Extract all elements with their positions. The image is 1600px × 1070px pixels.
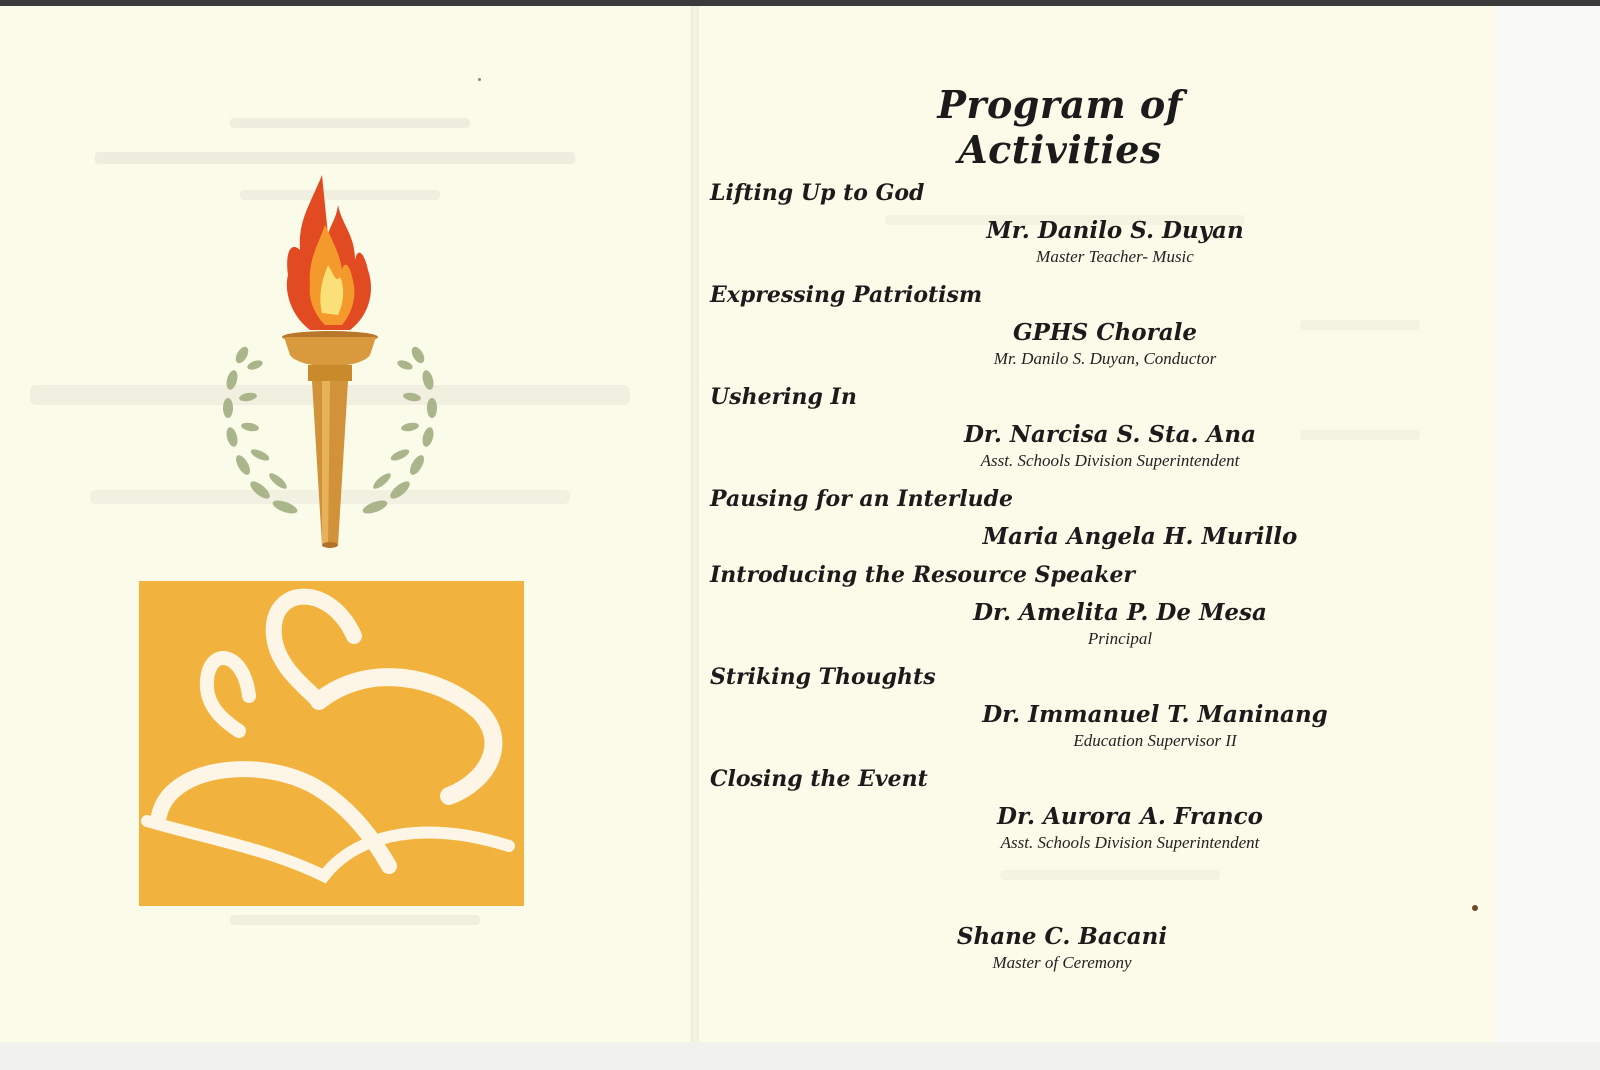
activity-person bbox=[900, 420, 1320, 472]
emcee bbox=[852, 922, 1272, 974]
activity-person bbox=[945, 700, 1365, 752]
person-name: Dr. Narcisa S. Sta. Ana bbox=[963, 421, 1257, 448]
person-name: Dr. Immanuel T. Maninang bbox=[982, 701, 1328, 728]
activity-title: Expressing Patriotism bbox=[710, 282, 983, 308]
scan-right-margin bbox=[1495, 6, 1600, 1070]
activity-person bbox=[905, 216, 1325, 268]
person-role: Education Supervisor II bbox=[1073, 731, 1237, 750]
person-role: Principal bbox=[1087, 629, 1153, 648]
activity-title: Lifting Up to God bbox=[710, 180, 925, 206]
activity-person bbox=[910, 598, 1330, 650]
person-role: Mr. Danilo S. Duyan, Conductor bbox=[993, 349, 1217, 368]
person-name: GPHS Chorale bbox=[1012, 319, 1198, 346]
emcee-role: Master of Ceremony bbox=[992, 953, 1132, 972]
activity-person bbox=[930, 522, 1350, 552]
person-name: Maria Angela H. Murillo bbox=[982, 523, 1298, 550]
activity-title: Ushering In bbox=[710, 384, 857, 410]
page-fold bbox=[691, 6, 699, 1042]
person-name: Mr. Danilo S. Duyan bbox=[986, 217, 1244, 244]
scan-bottom-edge bbox=[0, 1042, 1600, 1070]
family-book-logo bbox=[139, 581, 524, 906]
program-title: Program of Activities bbox=[937, 82, 1183, 172]
person-name: Dr. Aurora A. Franco bbox=[997, 803, 1263, 830]
activity-person bbox=[920, 802, 1340, 854]
person-name: Dr. Amelita P. De Mesa bbox=[973, 599, 1267, 626]
activity-title: Introducing the Resource Speaker bbox=[710, 562, 1136, 588]
torch-emblem bbox=[210, 165, 450, 560]
person-role: Master Teacher- Music bbox=[1036, 247, 1194, 266]
activity-title: Pausing for an Interlude bbox=[710, 486, 1014, 512]
torch-icon bbox=[282, 175, 378, 548]
paper-speck bbox=[1472, 905, 1478, 911]
emcee-name: Shane C. Bacani bbox=[956, 923, 1168, 950]
activity-title: Striking Thoughts bbox=[710, 664, 936, 690]
activity-title: Closing the Event bbox=[710, 766, 928, 792]
person-role: Asst. Schools Division Superintendent bbox=[980, 451, 1240, 470]
activity-person bbox=[895, 318, 1315, 370]
person-role: Asst. Schools Division Superintendent bbox=[1000, 833, 1260, 852]
paper-speck bbox=[478, 78, 481, 81]
